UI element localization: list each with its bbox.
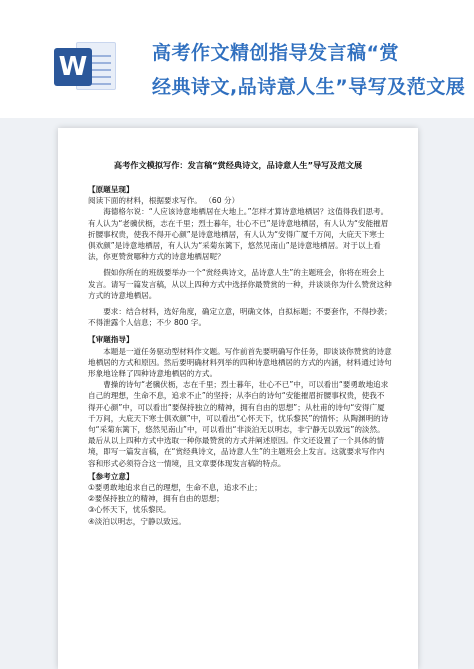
reference-item: ②要保持独立的精神，拥有自由的思想； xyxy=(88,494,224,504)
page-title-line-1: 高考作文精创指导发言稿“赏 xyxy=(152,42,399,64)
material-paragraph: 海德格尔说：“人应该诗意地栖居在大地上。”怎样才算诗意地栖居？这值得我们思考。有人认为“老骥伏枥，志在千里；烈士暮年，壮心不已”是诗意地栖居，有人认为“安能摧眉折腰事权贵，使我不得开心颜”是诗意地栖居，有人认为“安得广厦千万间，大庇天下寒士俱欢颜”是诗意地栖居，有人认为“采菊东篱下，悠然见南山”是诗意地栖居。对于以上看法，你更赞赏哪种方式的诗意地栖居呢？ xyxy=(88,207,389,262)
document-page xyxy=(58,128,418,669)
section-label-guide: 【审题指导】 xyxy=(88,335,134,345)
requirements-paragraph: 要求：结合材料，选好角度，确定立意，明确文体，自拟标题；不要套作，不得抄袭；不得泄露个人信息；不少 800 字。 xyxy=(88,307,392,328)
guide-paragraph-1: 本题是一道任务驱动型材料作文题。写作前首先要明确写作任务，即谈谈你赞赏的诗意地栖居的方式和原因。然后要明确材料列举的四种诗意地栖居的方式的内涵，材料通过诗句形象地诠释了四种诗意地栖居的方式。 xyxy=(88,346,392,379)
document-title: 高考作文模拟写作：发言稿“赏经典诗文，品诗意人生”导写及范文展 xyxy=(113,160,363,170)
section-label-original: 【原题呈现】 xyxy=(88,185,134,194)
section-label-reference: 【参考立意】 xyxy=(88,471,134,481)
page-title-line-2: 经典诗文,品诗意人生”导写及范文展 xyxy=(152,76,466,98)
header-banner xyxy=(0,0,474,118)
document-body xyxy=(88,184,392,527)
instruction-text: 阅读下面的材料，根据要求写作。 （60 分） xyxy=(88,196,240,206)
word-document-icon xyxy=(50,36,118,96)
task-paragraph: 假如你所在的班级要举办一个“赏经典诗文，品诗意人生”的主题班会，你将在班会上发言。请写一篇发言稿，从以上四种方式中选择你最赞赏的一种，并谈谈你为什么赞赏这种方式的诗意地栖居。 xyxy=(88,268,392,300)
reference-item: ①要勇敢地追求自己的理想，生命不息，追求不止； xyxy=(88,483,262,493)
reference-item: ③心怀天下，忧乐黎民。 xyxy=(88,505,171,515)
guide-paragraph-2: 曹操的诗句“老骥伏枥，志在千里；烈士暮年，壮心不已”中，可以看出“要勇敢地追求自己的理想，生命不息，追求不止”的坚持；从李白的诗句“安能摧眉折腰事权贵，使我不得开心颜”中，可以看出“要保持独立的精神，拥有自由的思想”；从杜甫的诗句“安得广厦千万间，大庇天下寒士俱欢颜”中，可以看出“心怀天下，忧乐黎民”的情怀；从陶渊明的诗句“采菊东篱下，悠然见南山”中，可以看出“非淡泊无以明志，非宁静无以致远”的淡然。最后从以上四种方式中选取一种你最赞赏的方式并阐述原因。作文还设置了一个具体的情境，即写一篇发言稿，在“赏经典诗文，品诗意人生”的主题班会上发言。这就要求写作内容和形式必须符合这一情境，且文章要体现发言稿的特点。 xyxy=(88,380,389,468)
reference-item: ④淡泊以明志，宁静以致远。 xyxy=(88,516,186,526)
word-logo-tile: W xyxy=(54,48,92,86)
